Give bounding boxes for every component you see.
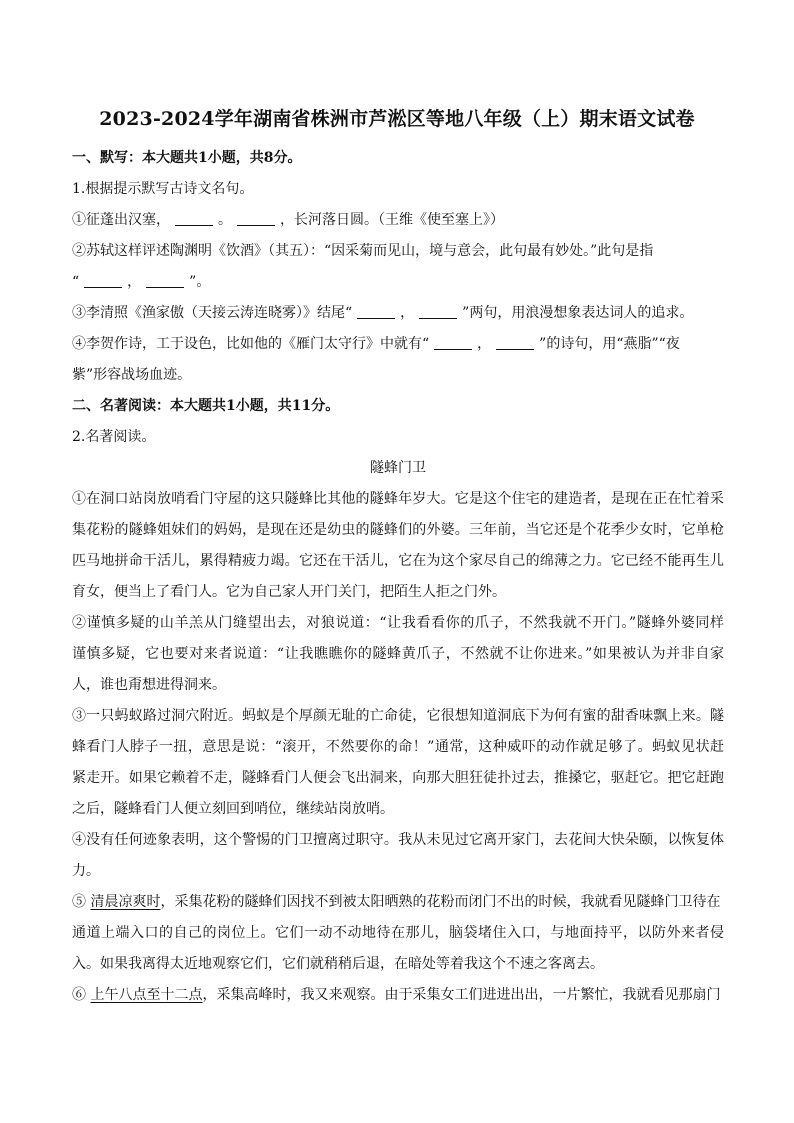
section2-heading: 二、名著阅读：本大题共1小题，共11分。: [72, 398, 340, 414]
paragraph-3-line: ③一只蚂蚁路过洞穴附近。蚂蚁是个厚颜无耻的亡命徒，它很想知道洞底下为何有蜜的甜香味飘上来。隧: [72, 708, 724, 724]
question1-title: 1.根据提示默写古诗文名句。: [72, 181, 254, 197]
paragraph-1-line: ①在洞口站岗放哨看门守屋的这只隧蜂比其他的隧蜂年岁大。它是这个住宅的建造者，是现在正在忙着采: [72, 491, 724, 507]
paragraph-2-line: 谨慎多疑，它也要对来者说道：“让我瞧瞧你的隧蜂黄爪子，不然就不让你进来。”如果被认为并非自家: [72, 646, 724, 662]
paragraph-4-line: 力。: [72, 863, 100, 879]
question1-item4-line2: 紫”形容战场血迹。: [72, 367, 192, 383]
answer-blank[interactable]: [146, 273, 184, 288]
answer-blank[interactable]: [237, 211, 275, 226]
underlined-phrase: 清晨凉爽时: [90, 894, 161, 910]
question1-item3: ③李清照《渔家傲（天接云涛连晓雾）》结尾“ ， ”两句，用浪漫想象表达词人的追求。: [72, 305, 694, 321]
question1-item2-line2: “ ， ”。: [72, 274, 211, 290]
answer-blank[interactable]: [419, 304, 457, 319]
paragraph-1-line: 育女，便当上了看门人。它为自己家人开门关门，把陌生人拒之门外。: [72, 584, 506, 600]
question1-item4-line1: ④李贺作诗，工于设色，比如他的《雁门太守行》中就有“ ， ”的诗句，用“燕脂”“夜: [72, 336, 680, 352]
paragraph-6-line: ⑥ 上午八点至十二点，采集高峰时，我又来观察。由于采集女工们进进出出，一片繁忙，我就看见那扇门: [72, 987, 721, 1003]
section1-heading: 一、默写：本大题共1小题，共8分。: [72, 150, 302, 166]
answer-blank[interactable]: [357, 304, 395, 319]
paragraph-2-line: ②谨慎多疑的山羊羔从门缝望出去，对狼说道：“让我看看你的爪子，不然我就不开门。”隧蜂外婆同样: [72, 615, 724, 631]
paragraph-3-line: 紧走开。如果它赖着不走，隧蜂看门人便会飞出洞来，向那大胆狂徒扑过去，推搡它，驱赶它。把它赶跑: [72, 770, 724, 786]
exam-title: 2023-2024学年湖南省株洲市芦淞区等地八年级（上）期末语文试卷: [99, 108, 695, 130]
paragraph-3-line: 之后，隧蜂看门人便立刻回到哨位，继续站岗放哨。: [72, 801, 394, 817]
question2-title: 2.名著阅读。: [72, 429, 156, 445]
answer-blank[interactable]: [496, 335, 534, 350]
answer-blank[interactable]: [84, 273, 122, 288]
paragraph-5-line: 入。如果我离得太近地观察它们，它们就稍稍后退，在暗处等着我这个不速之客离去。: [72, 956, 604, 972]
question1-item1: ①征蓬出汉塞， 。 ，长河落日圆。（王维《使至塞上》）: [72, 212, 504, 228]
answer-blank[interactable]: [175, 211, 213, 226]
question1-item2-line1: ②苏轼这样评述陶渊明《饮酒》（其五）：“因采菊而见山，境与意会，此句最有妙处。”此句是指: [72, 243, 654, 259]
article-title: 隧蜂门卫: [370, 460, 426, 476]
underlined-phrase: 上午八点至十二点: [90, 987, 203, 1003]
paragraph-3-line: 蜂看门人脖子一扭，意思是说：“滚开，不然要你的命！”通常，这种威吓的动作就足够了。蚂蚁见状赶: [72, 739, 724, 755]
paragraph-1-line: 集花粉的隧蜂姐妹们的妈妈，是现在还是幼虫的隧蜂们的外婆。三年前，当它还是个花季少女时，它单枪: [72, 522, 724, 538]
answer-blank[interactable]: [434, 335, 472, 350]
paragraph-4-line: ④没有任何迹象表明，这个警惕的门卫擅离过职守。我从未见过它离开家门，去花间大快朵颐，以恢复体: [72, 832, 724, 848]
paragraph-5-line: ⑤ 清晨凉爽时，采集花粉的隧蜂们因找不到被太阳晒熟的花粉而闭门不出的时候，我就看见隧蜂门卫待在: [72, 894, 721, 910]
paragraph-5-line: 通道上端入口的自己的岗位上。它们一动不动地待在那儿，脑袋堵住入口，与地面持平，以防外来者侵: [72, 925, 724, 941]
paragraph-2-line: 人，谁也甭想进得洞来。: [72, 677, 226, 693]
paragraph-1-line: 匹马地拼命干活儿，累得精疲力竭。它还在干活儿，它在为这个家尽自己的绵薄之力。它已经不能再生儿: [72, 553, 724, 569]
exam-content: [72, 143, 724, 1011]
